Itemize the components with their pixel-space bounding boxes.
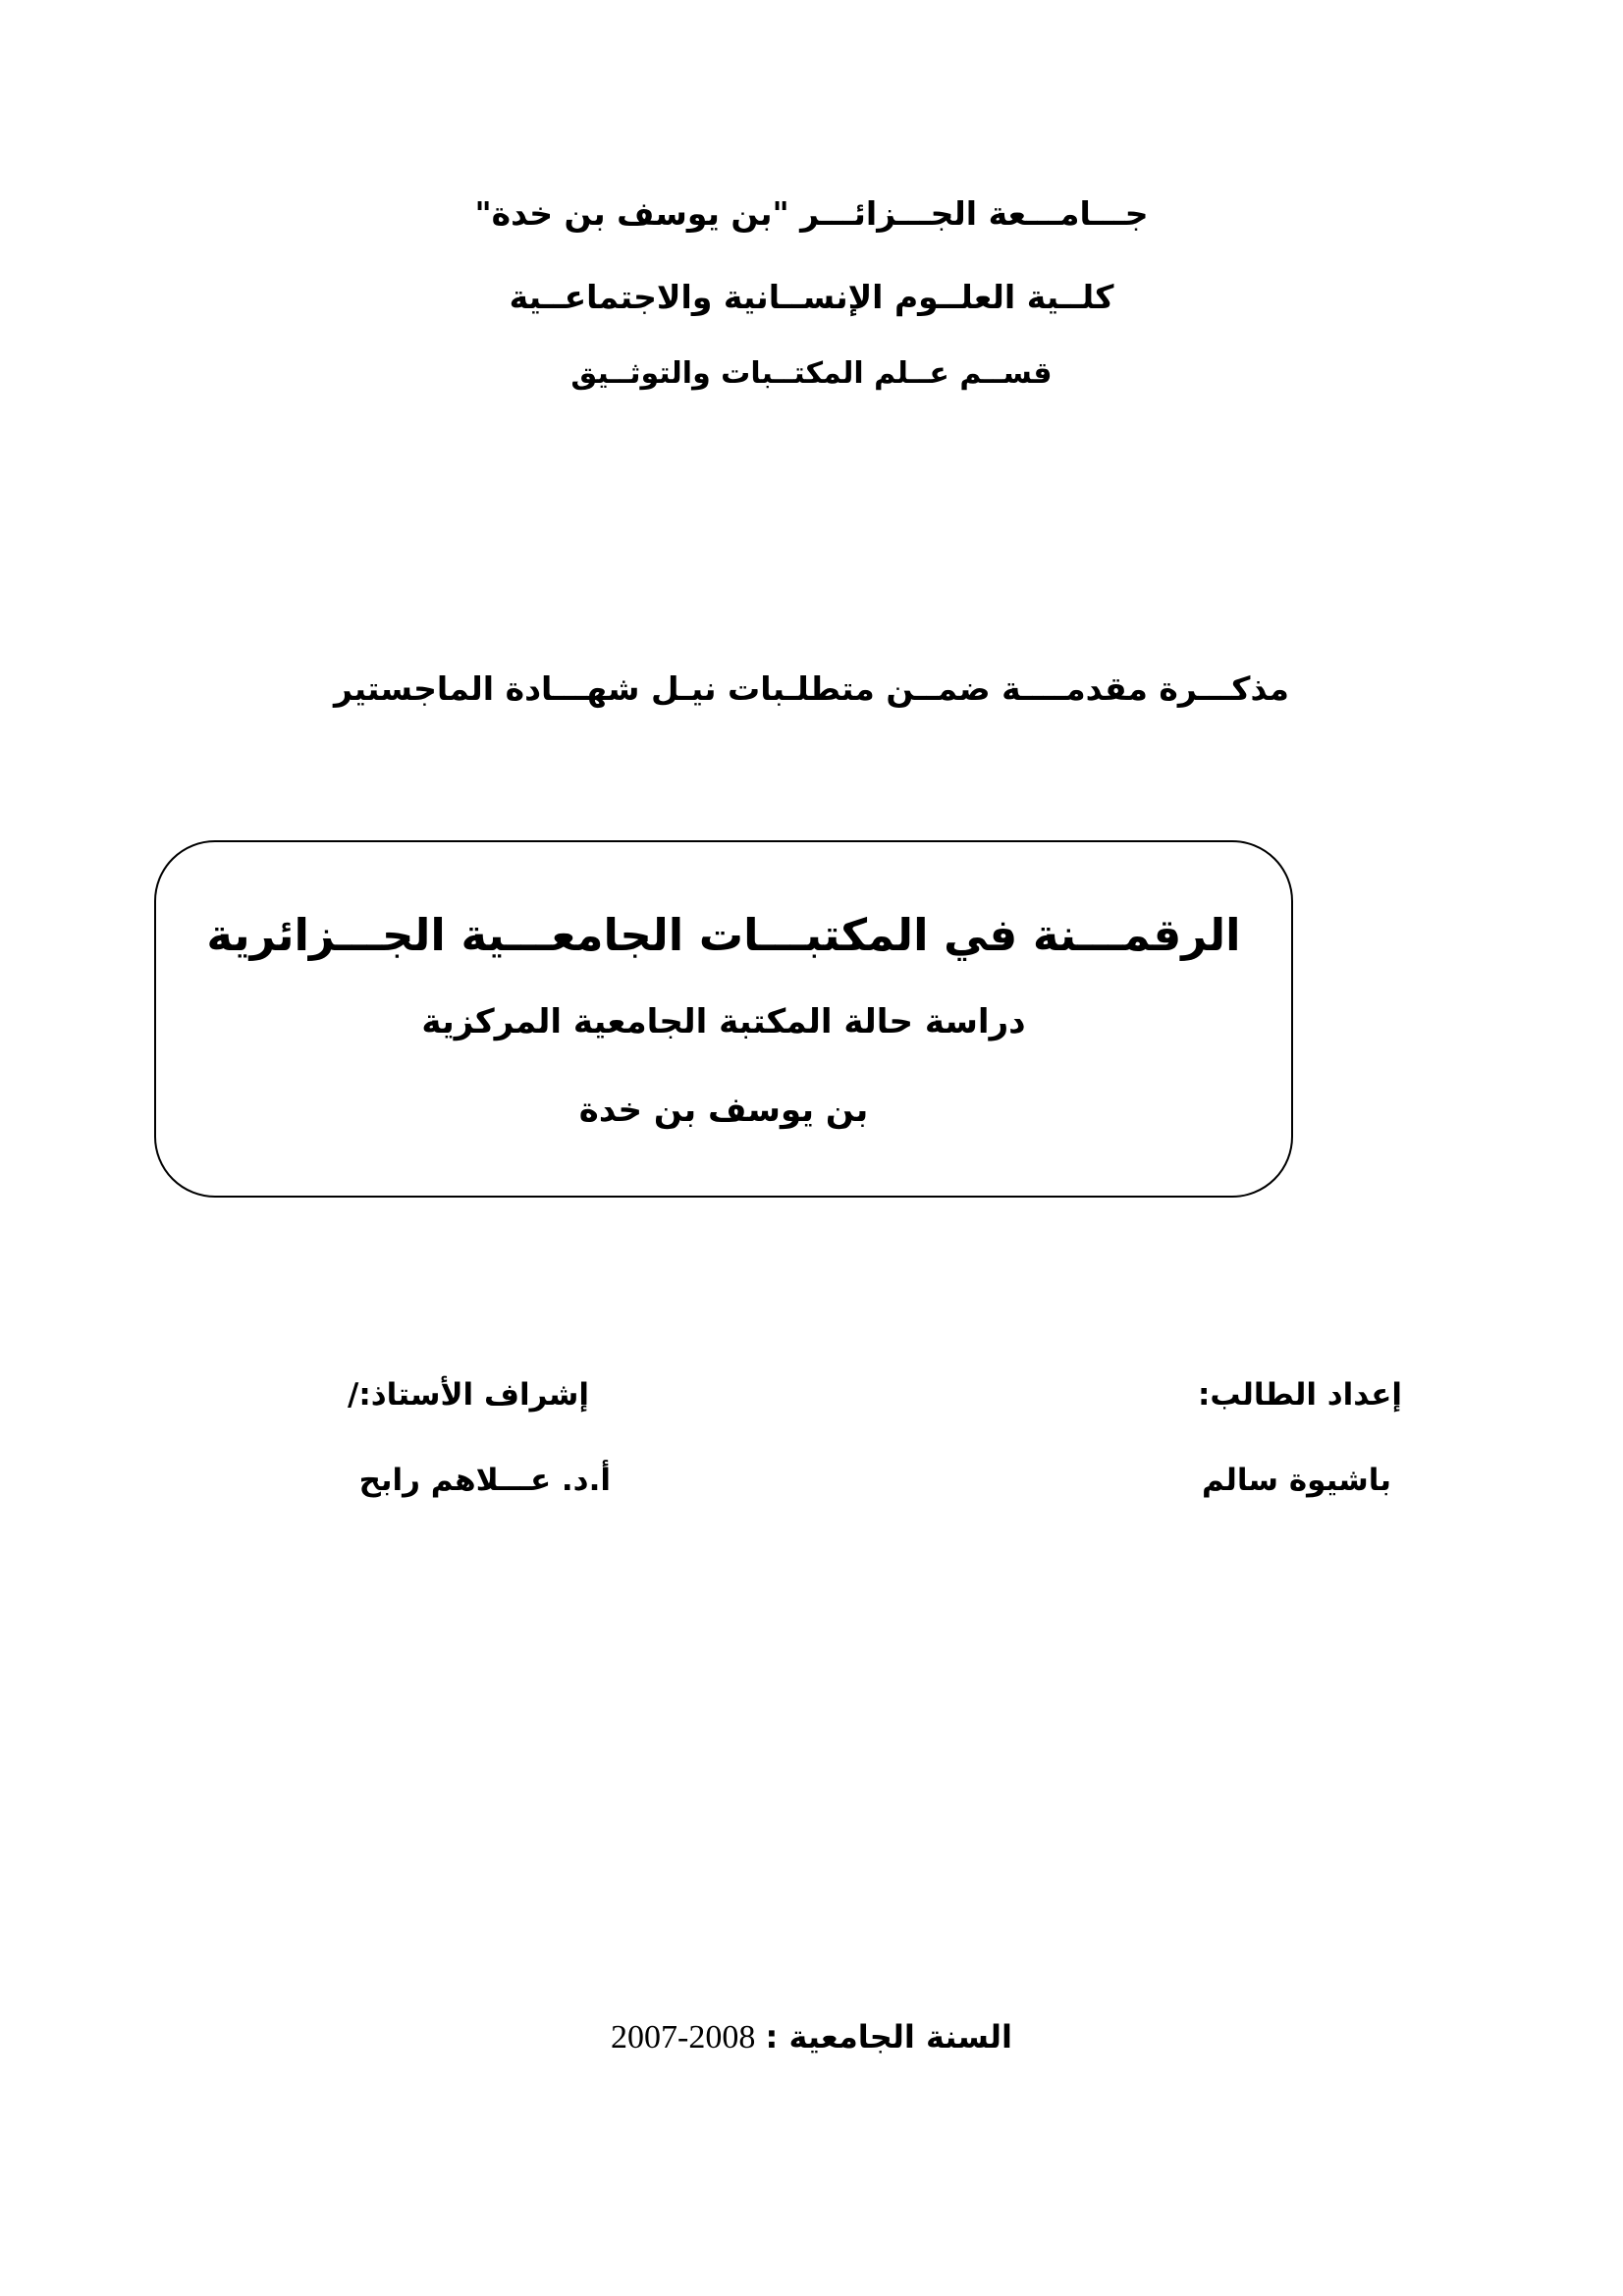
academic-year [0, 2018, 1623, 2056]
student-label: إعداد الطالب: [1198, 1377, 1402, 1413]
supervisor-name: أ.د. عـــلاهم رابح [358, 1463, 611, 1498]
thesis-subtitle: دراسة حالة المكتبة الجامعية المركزية [421, 1002, 1026, 1041]
academic-year-value: 2007-2008 [611, 2019, 756, 2056]
supervisor-label: إشراف الأستاذ:/ [348, 1377, 589, 1413]
faculty-name: كلــية العلــوم الإنســانية والاجتماعــية [509, 278, 1114, 316]
thesis-subtitle-line2: بن يوسف بن خدة [578, 1091, 869, 1130]
academic-year-label: السنة الجامعية : [765, 2018, 1012, 2056]
thesis-title: الرقمـــنة في المكتبـــات الجامعـــية الجـــزائرية [206, 909, 1241, 961]
title-box [154, 840, 1293, 1198]
university-name: جـــامـــعة الجـــزائـــر "بن يوسف بن خدة" [474, 194, 1149, 233]
department-name: قســم عــلم المكتــبات والتوثــيق [570, 356, 1053, 391]
memo-statement: مذكـــرة مقدمــــة ضمــن متطلـبات نيـل شهـــادة الماجستير [334, 669, 1289, 708]
student-name: باشيوة سالم [1201, 1463, 1391, 1498]
